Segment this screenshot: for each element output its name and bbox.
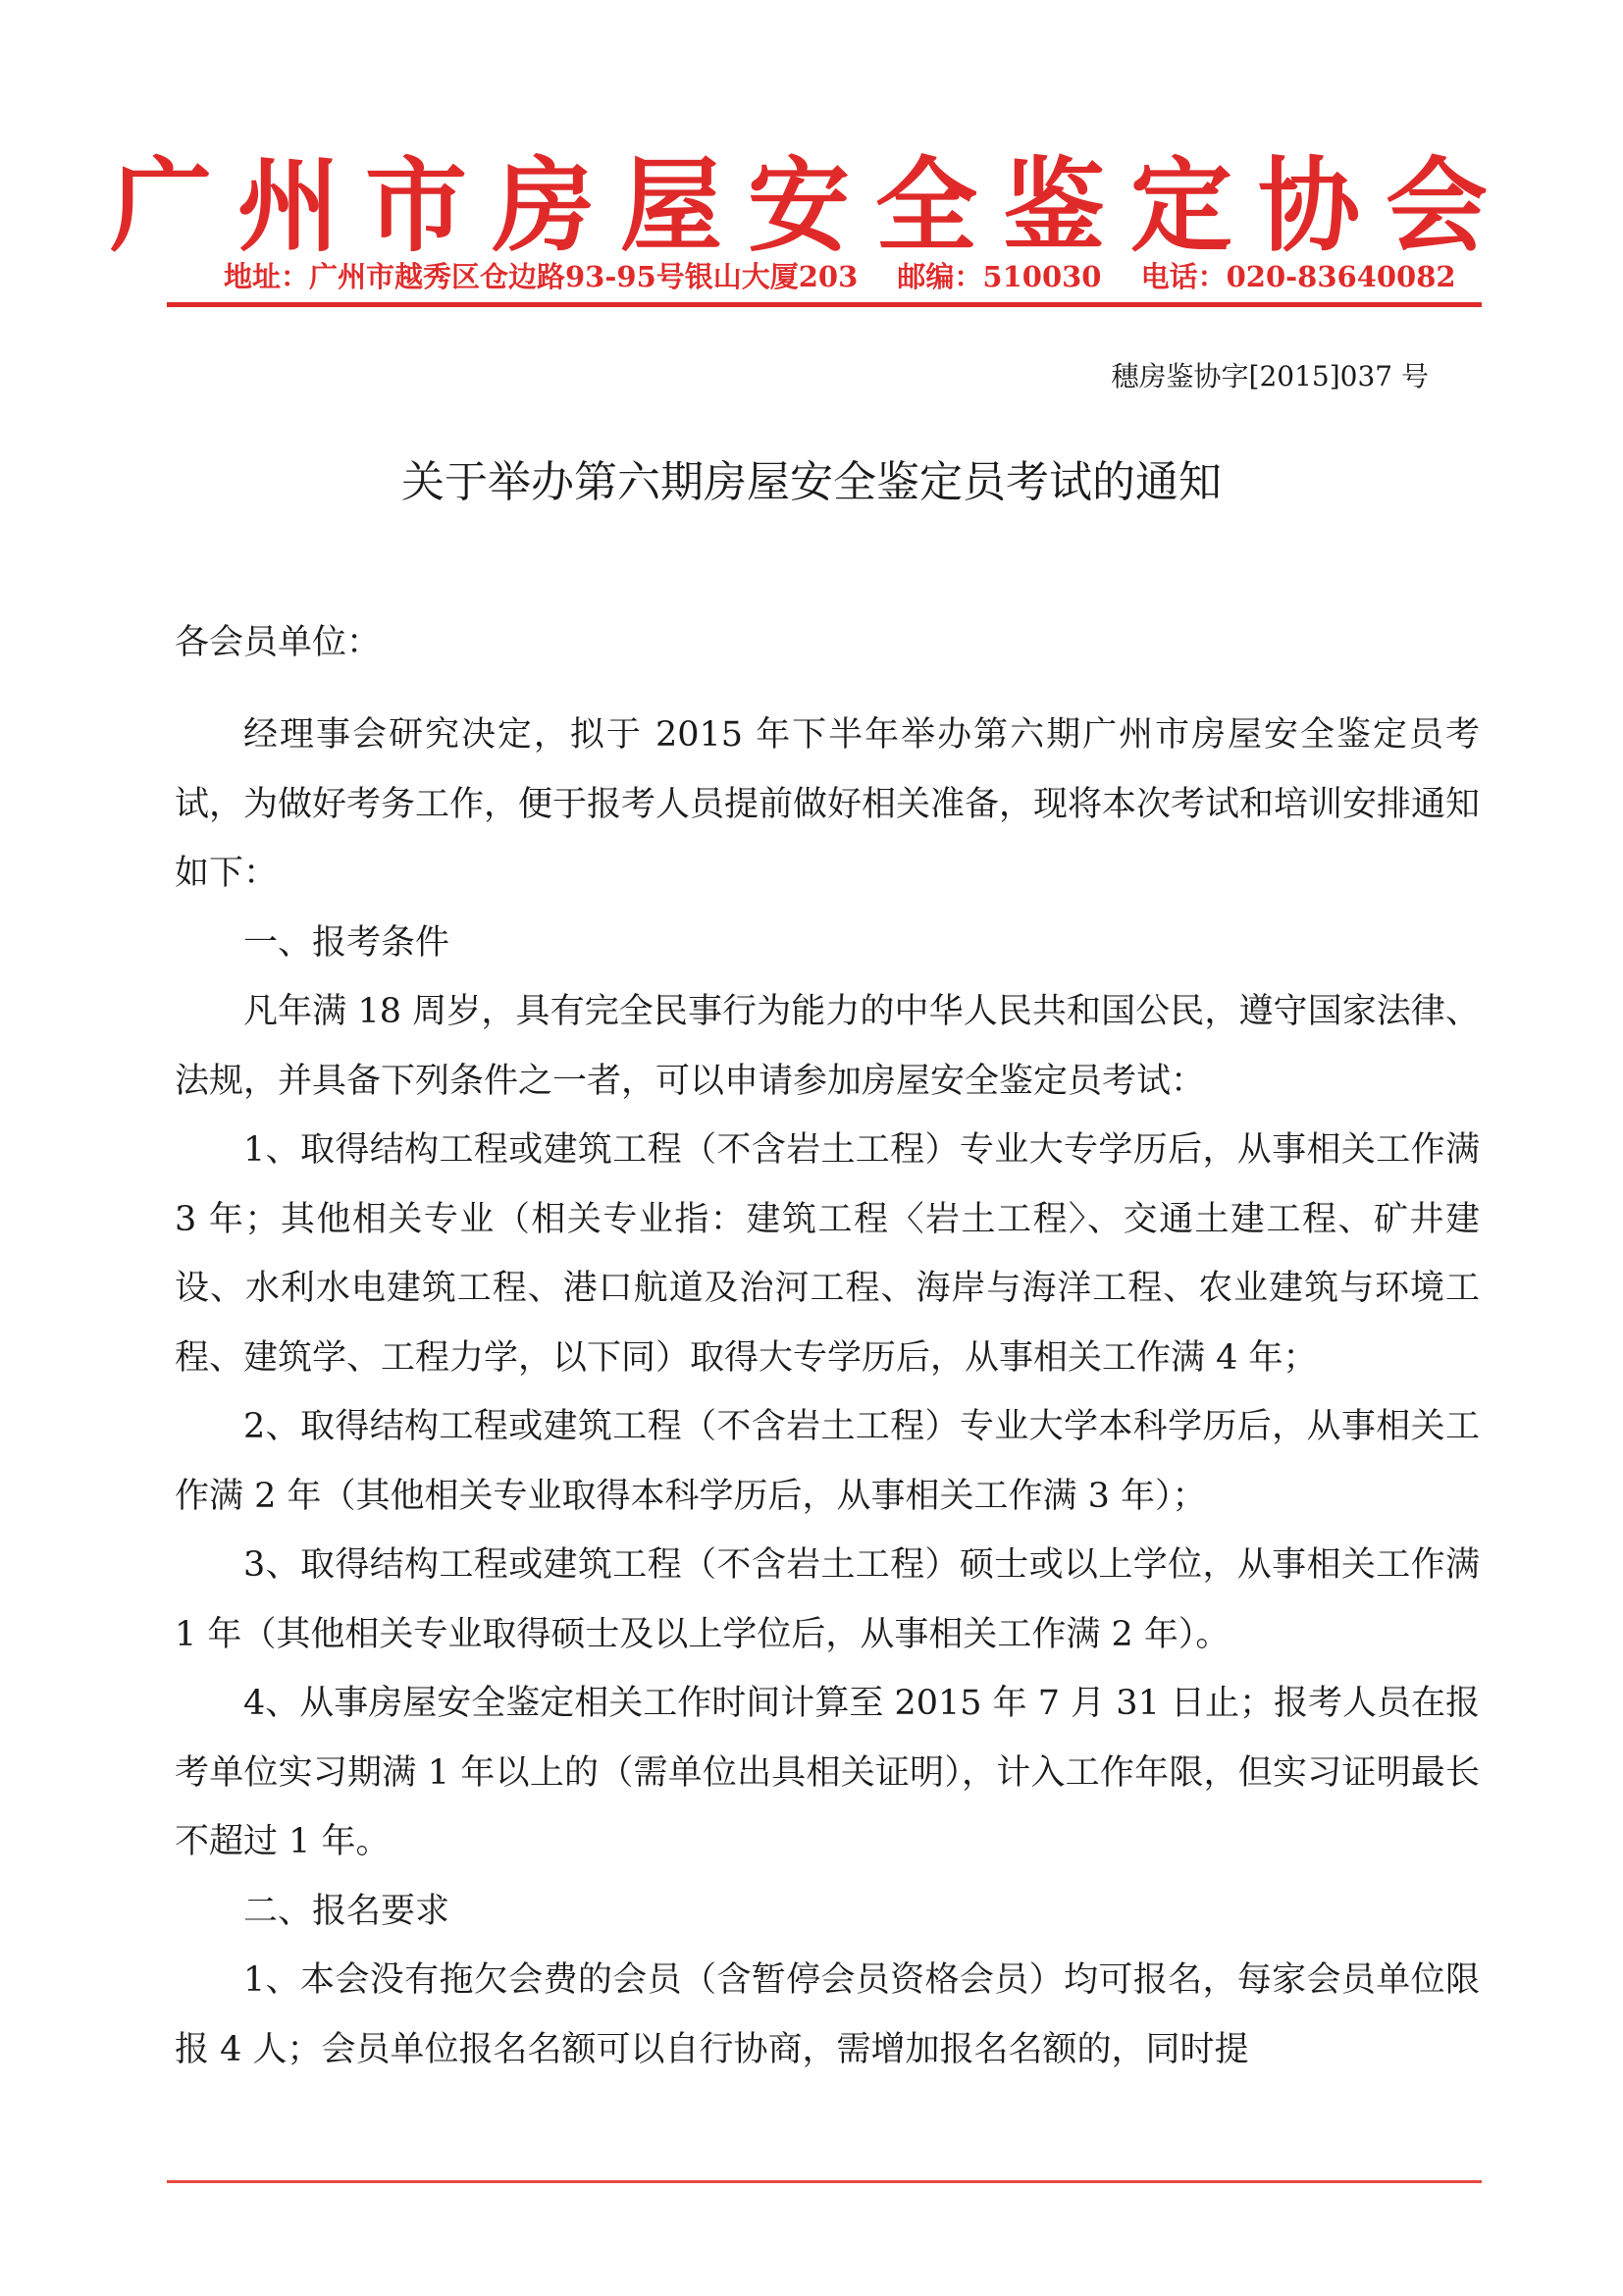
paragraph-registration-1: 1、本会没有拖欠会费的会员（含暂停会员资格会员）均可报名，每家会员单位限报 4 人；会员单位报名名额可以自行协商，需增加报名名额的，同时提 [175,1960,1480,2069]
section-heading-eligibility: 一、报考条件 [243,922,450,963]
footer-divider [167,2180,1482,2183]
letterhead-phone: 电话：020-83640082 [1140,260,1456,293]
paragraph-condition-4: 4、从事房屋安全鉴定相关工作时间计算至 2015 年 7 月 31 日止；报考人员在报考单位实习期满 1 年以上的（需单位出具相关证明），计入工作年限，但实习证明最长不超过 1 年。 [175,1684,1480,1861]
section-heading-registration: 二、报名要求 [243,1891,450,1931]
document-title: 关于举办第六期房屋安全鉴定员考试的通知 [401,457,1222,507]
letterhead-postcode: 邮编：510030 [897,260,1102,293]
paragraph-eligibility: 凡年满 18 周岁，具有完全民事行为能力的中华人民共和国公民，遵守国家法律、法规，并具备下列条件之一者，可以申请参加房屋安全鉴定员考试： [175,992,1480,1101]
paragraph-intro: 经理事会研究决定，拟于 2015 年下半年举办第六期广州市房屋安全鉴定员考试，为做好考务工作，便于报考人员提前做好相关准备，现将本次考试和培训安排通知如下： [175,715,1481,893]
letterhead-address: 地址：广州市越秀区仓边路93-95号银山大厦203 [224,260,859,293]
letterhead-divider [167,302,1482,307]
paragraph-condition-3: 3、取得结构工程或建筑工程（不含岩土工程）硕士或以上学位，从事相关工作满 1 年（其他相关专业取得硕士及以上学位后，从事相关工作满 2 年）。 [175,1545,1480,1654]
document-body [175,701,1480,2084]
salutation: 各会员单位： [175,623,382,662]
paragraph-condition-2: 2、取得结构工程或建筑工程（不含岩土工程）专业大学本科学历后，从事相关工作满 2 年（其他相关专业取得本科学历后，从事相关工作满 3 年）； [175,1407,1480,1516]
document-number: 穗房鉴协字[2015]037 号 [1111,360,1429,392]
letterhead-org-name: 广州市房屋安全鉴定协会 [109,145,1513,266]
paragraph-condition-1: 1、取得结构工程或建筑工程（不含岩土工程）专业大专学历后，从事相关工作满 3 年；其他相关专业（相关专业指：建筑工程〈岩土工程〉、交通土建工程、矿井建设、水利水电建筑工程、港口航道及治河工程、海岸与海洋工程、农业建筑与环境工程、建筑学、工程力学，以下同）取得大专学历后，从事相关工作满 4 年； [175,1130,1480,1378]
letterhead-contact [224,257,1486,296]
